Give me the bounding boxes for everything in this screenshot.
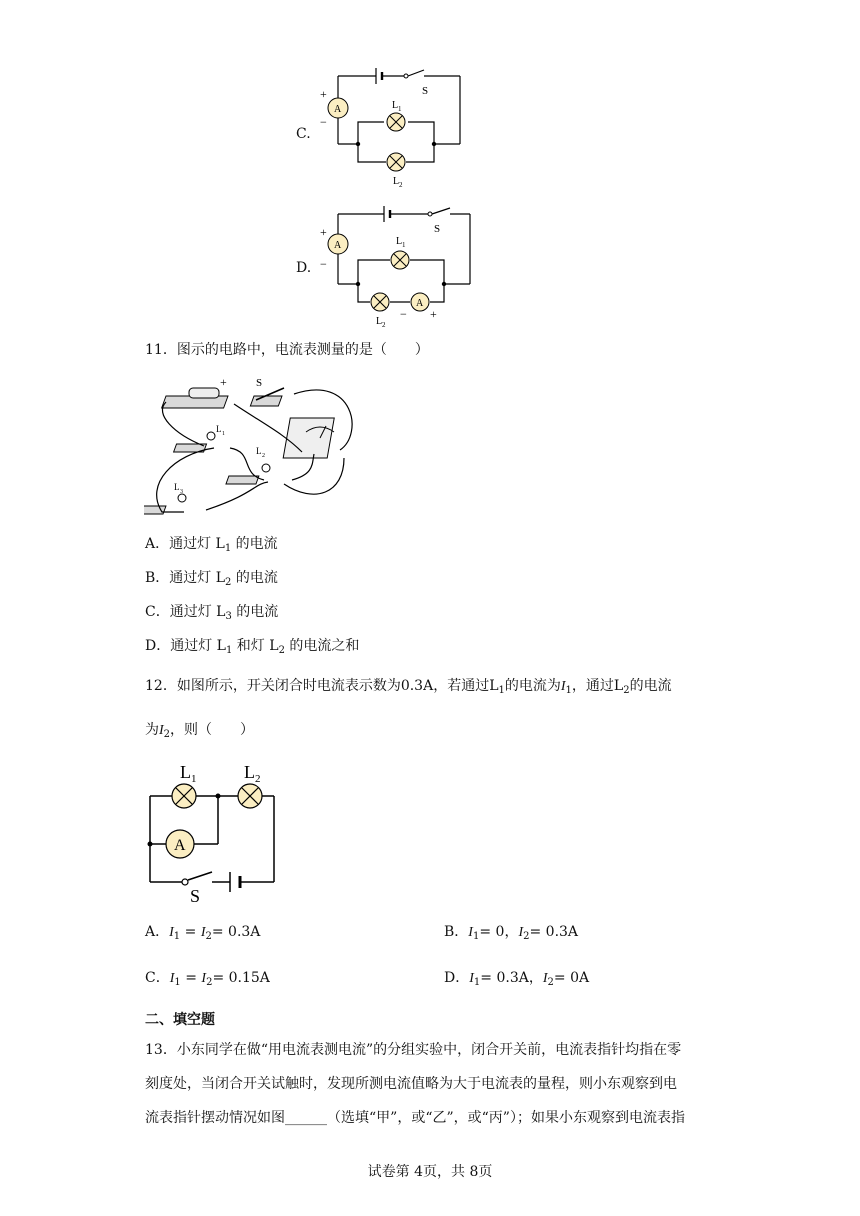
- svg-text:L: L: [216, 424, 222, 434]
- svg-text:L: L: [180, 762, 191, 782]
- svg-text:L: L: [256, 446, 262, 456]
- q11-stem: 11．图示的电路中，电流表测量的是（ ）: [145, 342, 429, 358]
- option-c-label: C.: [296, 126, 311, 142]
- svg-text:1: 1: [398, 105, 402, 113]
- q11-option-d[interactable]: D．通过灯 $L_1$ 和灯 $L_2$ 的电流之和: [145, 638, 360, 656]
- switch-label: S: [422, 85, 429, 97]
- svg-text:L: L: [392, 100, 399, 111]
- q11-option-c[interactable]: C．通过灯 $L_3$ 的电流: [145, 604, 279, 622]
- svg-text:2: 2: [255, 773, 261, 785]
- svg-text:L: L: [393, 176, 400, 187]
- switch-lever: [408, 70, 424, 76]
- svg-text:A: A: [416, 298, 424, 309]
- q13-line2: 刻度处，当闭合开关试触时，发现所测电流值略为大于电流表的量程，则小东观察到电: [145, 1076, 677, 1092]
- svg-text:+: +: [320, 225, 327, 239]
- svg-text:L: L: [174, 482, 180, 492]
- svg-text:2: 2: [382, 321, 386, 329]
- svg-text:2: 2: [399, 181, 403, 189]
- svg-text:+: +: [220, 375, 227, 389]
- q13-line1: 13．小东同学在做“用电流表测电流”的分组实验中，闭合开关前，电流表指针均指在零: [145, 1042, 682, 1058]
- q11-option-a[interactable]: A．通过灯 $L_1$ 的电流: [145, 536, 278, 554]
- q12-option-d[interactable]: D．$I_1= 0.3A$，$I_2= 0A$: [444, 970, 590, 988]
- svg-text:3: 3: [180, 489, 183, 495]
- q12-circuit-diagram: [146, 756, 286, 904]
- switch-lever: [188, 872, 212, 880]
- circuit-diagram-c: [310, 62, 470, 192]
- svg-text:1: 1: [222, 431, 225, 437]
- svg-text:+: +: [430, 307, 437, 321]
- svg-text:−: −: [400, 307, 407, 321]
- svg-text:S: S: [256, 377, 263, 389]
- q12-option-b[interactable]: B．$I_1= 0$，$I_2= 0.3A$: [444, 924, 579, 942]
- svg-text:−: −: [320, 115, 327, 129]
- svg-text:A: A: [174, 837, 186, 854]
- svg-text:S: S: [190, 886, 201, 904]
- q11-physical-circuit: [144, 374, 354, 522]
- q12-option-a[interactable]: A．$I_1 = I_2= 0.3A$: [145, 924, 261, 942]
- option-d-label: D.: [296, 260, 312, 276]
- q12-option-c[interactable]: C．$I_1 = I_2= 0.15A$: [145, 970, 270, 988]
- svg-text:1: 1: [402, 241, 406, 249]
- q12-stem-line2: 为$I_2$，则（ ）: [145, 722, 255, 740]
- svg-text:2: 2: [262, 453, 265, 459]
- circuit-diagram-d: [310, 200, 480, 330]
- svg-text:1: 1: [191, 773, 197, 785]
- svg-text:L: L: [376, 316, 383, 327]
- svg-text:L: L: [244, 762, 255, 782]
- svg-text:A: A: [334, 240, 342, 251]
- q12-stem-line1: 12．如图所示，开关闭合时电流表示数为0.3A，若通过$L_1$的电流为$I_1$，通过$L_2$的电流: [145, 678, 672, 696]
- q11-option-b[interactable]: B．通过灯 $L_2$ 的电流: [145, 570, 278, 588]
- svg-text:−: −: [320, 257, 327, 271]
- page-footer: 试卷第 4页，共 8页: [367, 1164, 493, 1180]
- q13-line3: 流表指针摆动情况如图______（选填“甲”，或“乙”，或“丙”）；如果小东观察到电流表指: [145, 1110, 685, 1126]
- svg-text:+: +: [320, 87, 327, 101]
- svg-text:S: S: [434, 223, 441, 235]
- svg-text:A: A: [334, 104, 342, 115]
- section-title: 二、填空题: [145, 1012, 215, 1028]
- svg-text:L: L: [396, 236, 403, 247]
